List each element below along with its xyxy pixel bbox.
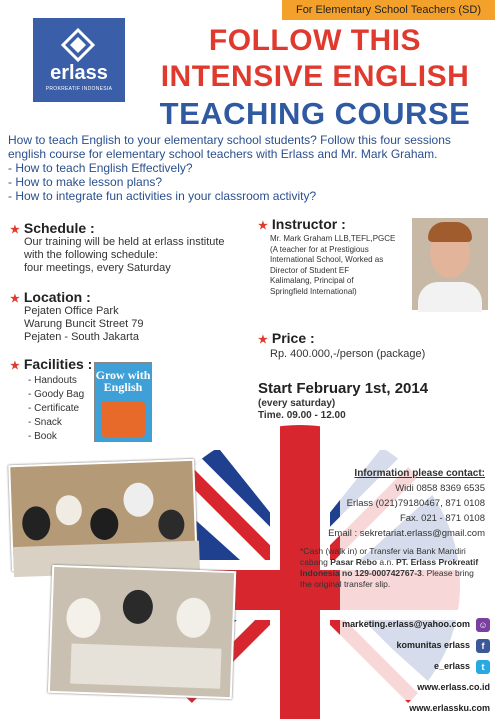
- book-cover-image: [94, 362, 152, 442]
- list-item: - Goody Bag: [28, 389, 85, 400]
- star-icon: ★: [258, 334, 268, 346]
- intro-text: [8, 133, 488, 203]
- star-icon: ★: [10, 360, 20, 372]
- contact-line: Widi 0858 8369 6535: [395, 483, 485, 494]
- list-item: - Handouts: [28, 375, 77, 386]
- contact-line: Email : sekretariat.erlass@gmail.com: [328, 528, 485, 539]
- title-line-2: INTENSIVE ENGLISH: [160, 60, 470, 93]
- twitter-icon: t: [476, 660, 490, 674]
- intro-paragraph: How to teach English to your elementary school students? Follow this four sessions english course for elementary school teachers with Erlass and Mr. Mark Graham.: [8, 133, 451, 161]
- list-item: - Book: [28, 431, 57, 442]
- list-item: - Snack: [28, 417, 62, 428]
- location-heading: ★ Location :: [10, 289, 91, 305]
- logo-subtitle: PROKREATIF INDONESIA: [45, 86, 113, 92]
- audience-tag: For Elementary School Teachers (SD): [282, 0, 495, 20]
- classroom-photo: [48, 565, 236, 699]
- title-line-1: FOLLOW THIS: [208, 24, 422, 57]
- contact-block: [320, 466, 485, 541]
- start-date: Start February 1st, 2014: [258, 380, 429, 397]
- logo-mark-icon: [61, 28, 95, 62]
- social-facebook[interactable]: komunitas erlass f: [330, 635, 490, 656]
- price-heading: ★ Price :: [258, 330, 315, 346]
- website-link[interactable]: www.erlass.co.id: [417, 682, 490, 692]
- intro-question: - How to make lesson plans?: [8, 175, 163, 189]
- contact-line: Fax. 021 - 871 0108: [399, 513, 485, 524]
- start-time: Time. 09.00 - 12.00: [258, 410, 346, 421]
- contact-line: Erlass (021)79180467, 871 0108: [346, 498, 485, 509]
- logo-word: erlass: [50, 62, 108, 84]
- star-icon: ★: [10, 224, 20, 236]
- intro-question: - How to teach English Effectively?: [8, 161, 193, 175]
- classroom-photo: [8, 459, 198, 571]
- instructor-photo: [412, 218, 488, 310]
- location-body: Pejaten Office Park Warung Buncit Street 79 Pejaten - South Jakarta: [24, 305, 144, 343]
- facilities-heading: ★ Facilities :: [10, 356, 93, 372]
- website-link[interactable]: www.erlassku.com: [409, 703, 490, 713]
- intro-question: - How to integrate fun activities in your classroom activity?: [8, 189, 317, 203]
- social-links: [330, 614, 490, 719]
- instructor-heading: ★ Instructor :: [258, 216, 346, 232]
- star-icon: ★: [10, 293, 20, 305]
- payment-note: *Cash (walk in) or Transfer via Bank Mandiri cabang Pasar Rebo a.n. PT. Erlass Prokreatif Indonesia no 129-000742767-3. Please bring the original transfer slip.: [300, 546, 479, 589]
- contact-heading: Information please contact:: [354, 468, 485, 479]
- yahoo-messenger-icon: ☺: [476, 618, 490, 632]
- facebook-icon: f: [476, 639, 490, 653]
- erlass-logo: [33, 18, 125, 102]
- schedule-heading: ★ Schedule :: [10, 220, 95, 236]
- title-line-3: TEACHING COURSE: [159, 96, 471, 131]
- star-icon: ★: [258, 220, 268, 232]
- instructor-body: Mr. Mark Graham LLB,TEFL,PGCE (A teacher for at Prestigious International School, Worked as Director of Student EF Kalimalang, Principal of Springfield International): [270, 234, 396, 296]
- social-twitter[interactable]: e_erlass t: [330, 656, 490, 677]
- social-yahoo[interactable]: marketing.erlass@yahoo.com ☺: [330, 614, 490, 635]
- start-frequency: (every saturday): [258, 398, 336, 409]
- list-item: - Certificate: [28, 403, 80, 414]
- schedule-body: Our training will be held at erlass institute with the following schedule: four meetings, every Saturday: [24, 236, 225, 274]
- price-value: Rp. 400.000,-/person (package): [270, 348, 426, 360]
- book-title: Grow with English: [95, 368, 151, 394]
